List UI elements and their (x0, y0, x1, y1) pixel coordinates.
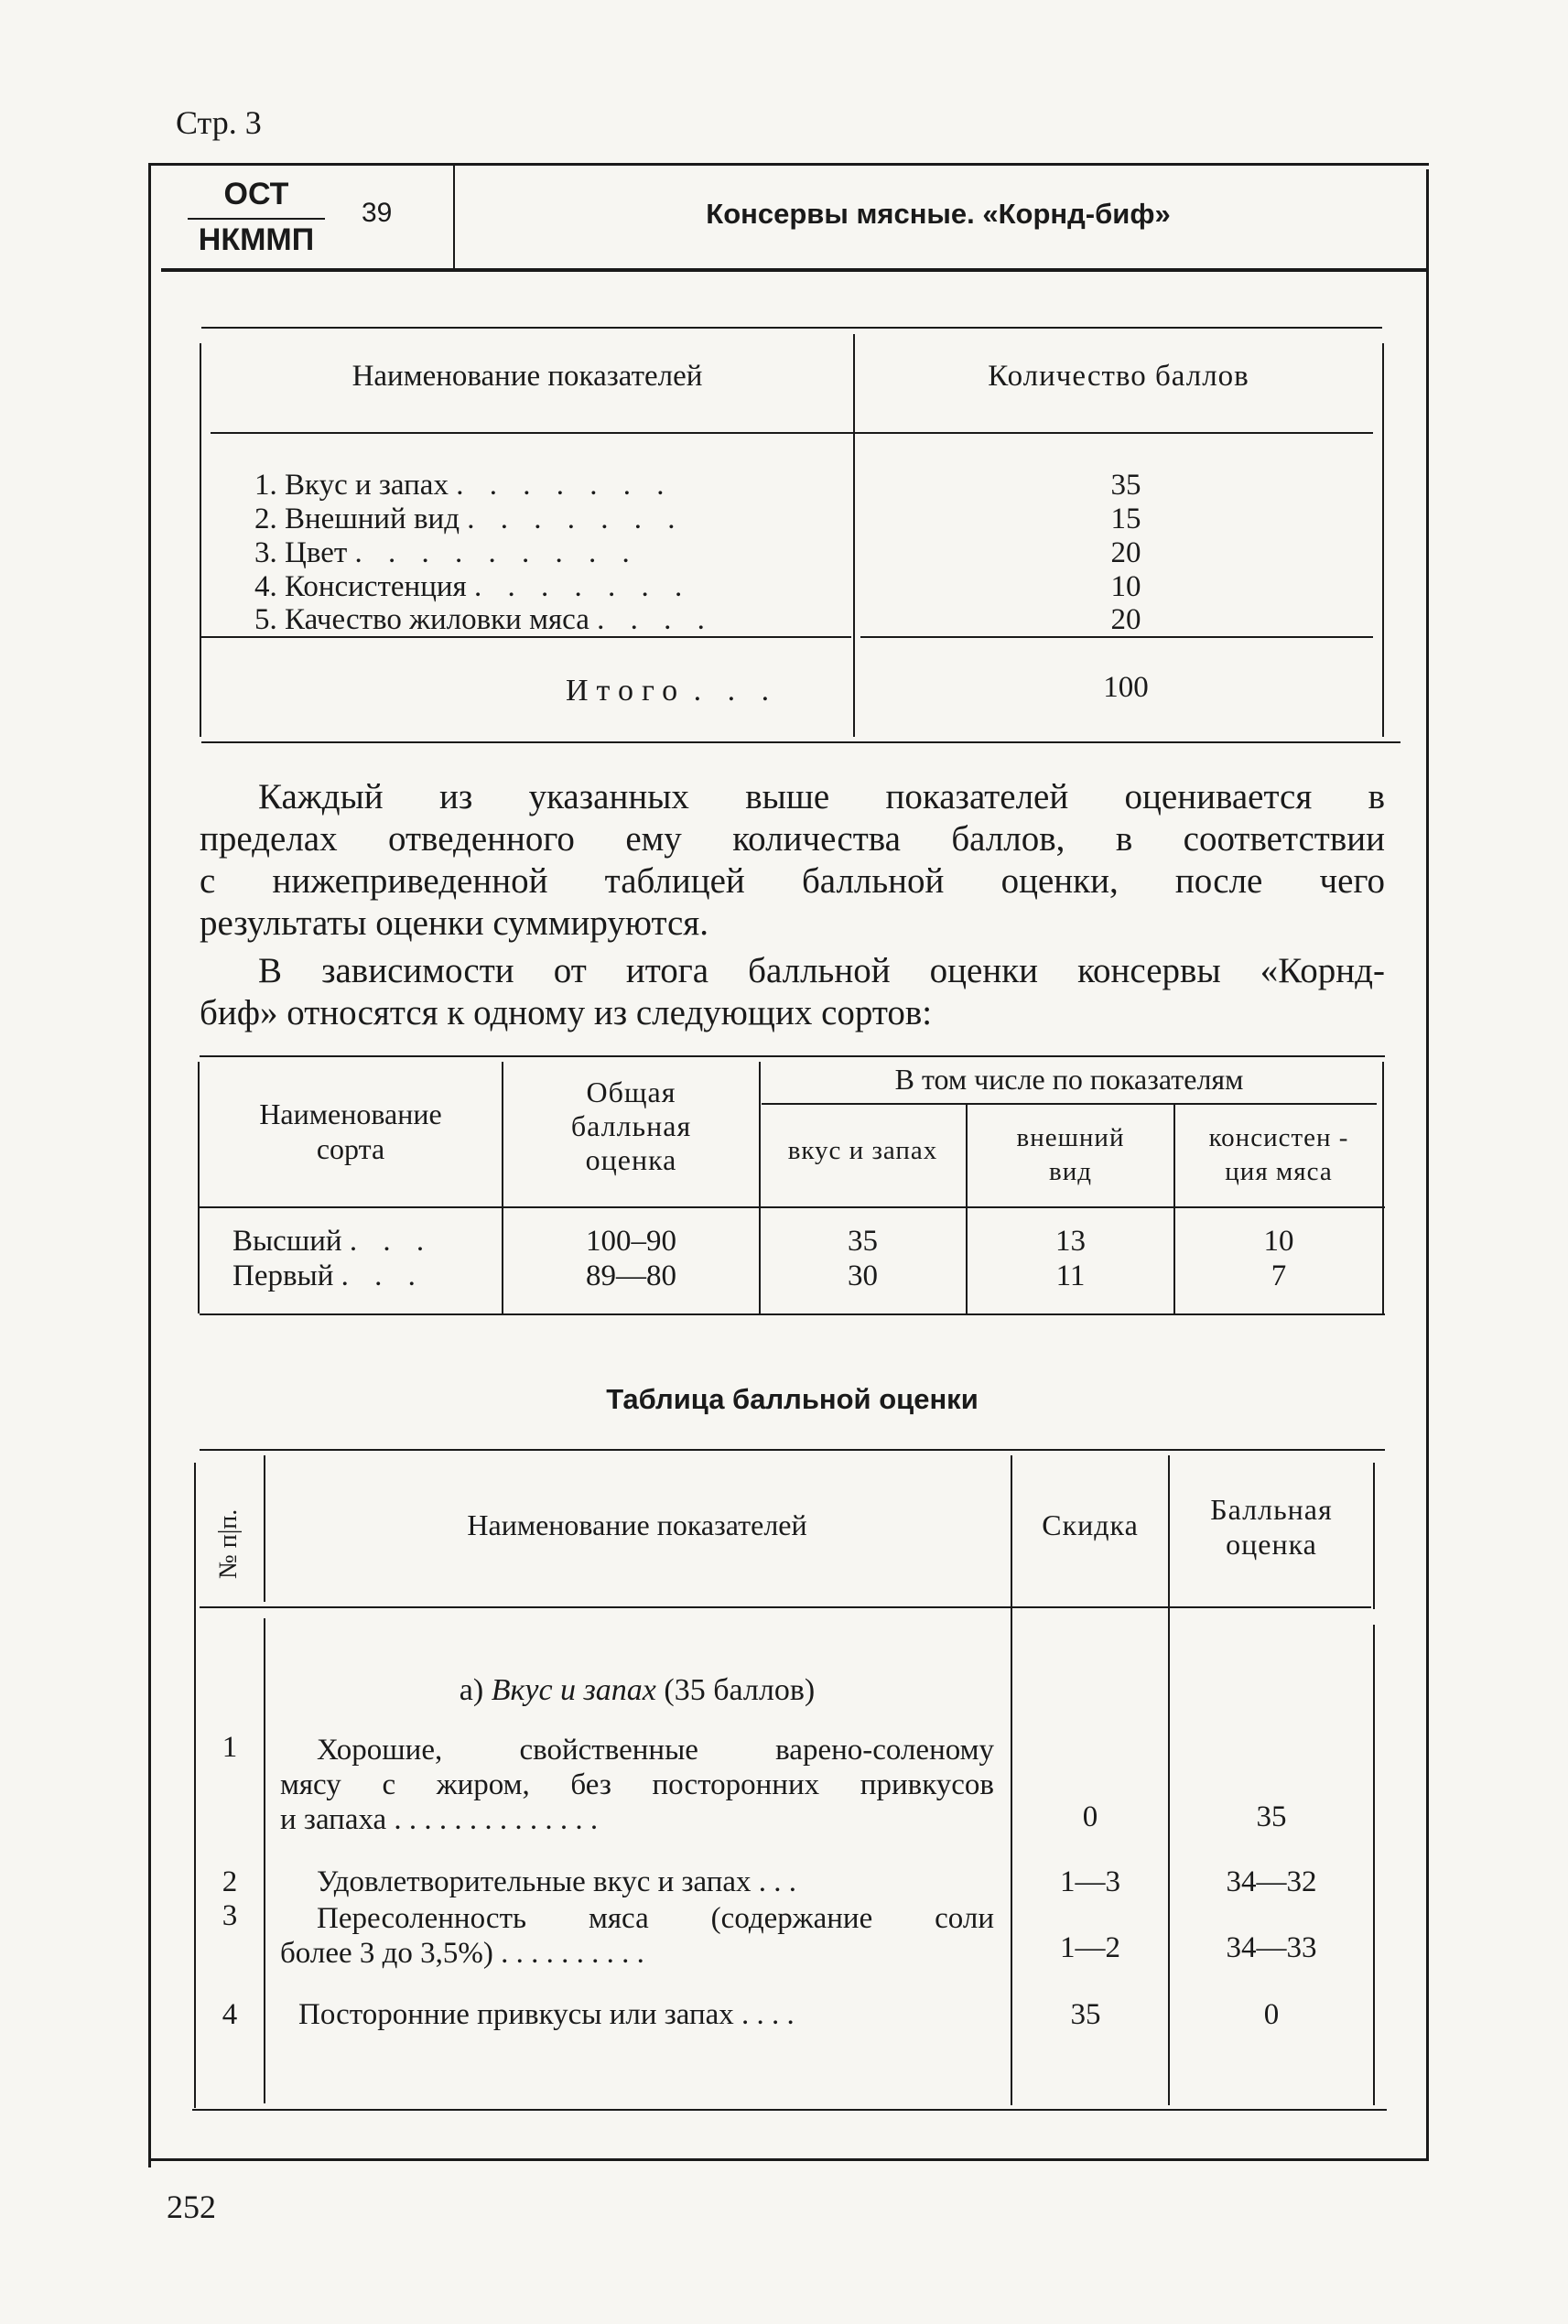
header-ost: ОСТ (223, 177, 289, 211)
grades-cell: 30 (848, 1259, 878, 1292)
header-nkmmp: НКММП (198, 222, 315, 257)
grades-cell: 89—80 (586, 1259, 676, 1292)
score-value: 15 (1110, 503, 1141, 535)
table-row: Первый . . . (232, 1259, 425, 1292)
table-row: 5. Качество жиловки мяса . . . . (254, 603, 714, 636)
grades-cell: 13 (1055, 1225, 1086, 1258)
eval-section-title: а) Вкус и запах (35 баллов) (459, 1673, 816, 1707)
eval-head-num: № п|п. (214, 1508, 243, 1579)
score-total-label: Итого . . . (566, 674, 779, 708)
header-code: 39 (362, 198, 393, 228)
grades-head-consist: консистен - ция мяса (1208, 1123, 1349, 1186)
eval-head-score: Балльная оценка (1210, 1493, 1333, 1561)
score-value: 20 (1110, 536, 1141, 569)
grades-cell: 35 (848, 1225, 878, 1258)
score-table-head-score: Количество баллов (988, 360, 1249, 393)
page-number: 252 (167, 2189, 216, 2225)
grades-cell: 11 (1055, 1259, 1086, 1292)
grades-head-taste: вкус и запах (787, 1136, 938, 1165)
grades-head-sort: Наименование сорта (259, 1097, 442, 1165)
grades-cell: 100–90 (586, 1225, 676, 1258)
paragraph-1: Каждый из указанных выше показателей оценивается в пределах отведенного ему количества баллов, в соответствии с нижеприведенной таблицей балльной оценки, после чего результаты оценки суммируются. (200, 777, 1385, 943)
header-bottom-rule (161, 268, 1429, 272)
score-total-value: 100 (1103, 671, 1149, 704)
score-value: 20 (1110, 603, 1141, 636)
eval-head-discount: Скидка (1042, 1508, 1139, 1541)
score-table-head-name: Наименование показателей (351, 360, 703, 393)
grades-head-look: внешний вид (1016, 1123, 1125, 1186)
table-row: 4. Консистенция . . . . . . . (254, 570, 692, 603)
header-title: Консервы мясные. «Корнд-биф» (706, 198, 1171, 230)
grades-head-group: В том числе по показателям (894, 1063, 1244, 1096)
score-value: 10 (1110, 570, 1141, 603)
page-label: Стр. 3 (176, 104, 262, 141)
header-divider (453, 165, 455, 268)
table-row: Высший . . . (232, 1225, 434, 1258)
score-value: 35 (1110, 469, 1141, 502)
grades-cell: 10 (1263, 1225, 1294, 1258)
page-frame-left (148, 163, 151, 2167)
header-top-rule (148, 163, 1429, 166)
table-row: 1. Вкус и запах . . . . . . . (254, 469, 674, 502)
table3-caption: Таблица балльной оценки (606, 1383, 979, 1415)
page-bottom-rule (148, 2158, 1429, 2161)
grades-cell: 7 (1271, 1259, 1287, 1292)
table-row: 2. Внешний вид . . . . . . . (254, 503, 685, 535)
header-fraction-line (188, 218, 325, 220)
table-row: 3. Цвет . . . . . . . . . (254, 536, 639, 569)
page-frame-right (1426, 169, 1429, 2160)
eval-head-name: Наименование показателей (467, 1508, 807, 1541)
grades-head-total: Общая балльная оценка (570, 1076, 692, 1176)
paragraph-2: В зависимости от итога балльной оценки консервы «Корнд- биф» относятся к одному из следующих сортов: (200, 951, 1385, 1032)
